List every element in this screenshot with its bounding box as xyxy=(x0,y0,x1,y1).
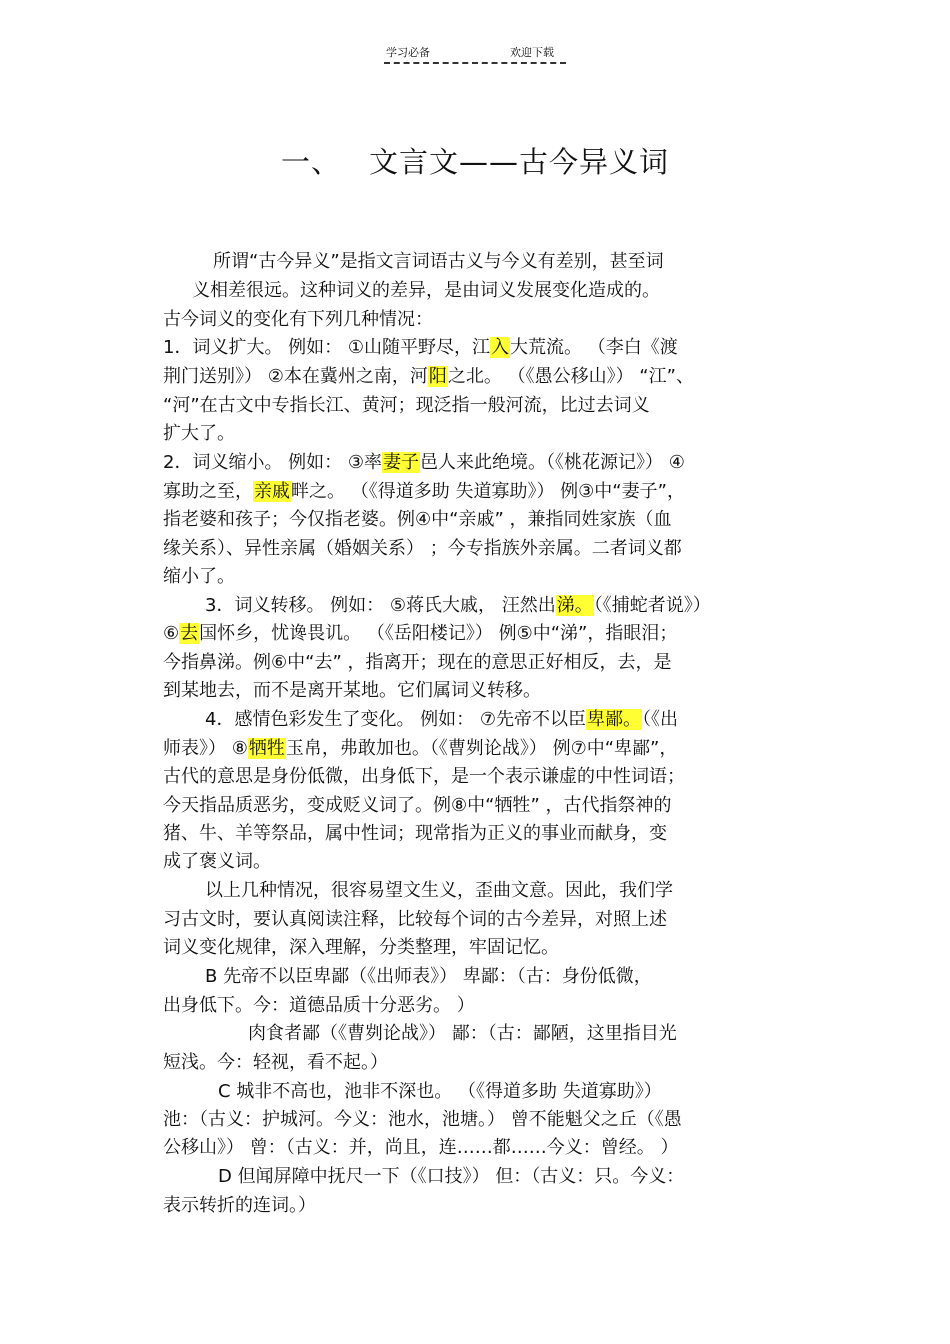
highlighted-word: 牺牲 xyxy=(248,738,285,759)
text-segment: 扩大了。 xyxy=(163,423,235,444)
text-line xyxy=(163,308,433,332)
text-line xyxy=(163,651,672,675)
text-line xyxy=(163,451,685,475)
text-segment: “河”在古文中专指长江、黄河；现泛指一般河流，比过去词义 xyxy=(163,395,650,416)
text-segment: 4．感情色彩发生了变化。 例如： ⑦先帝不以臣 xyxy=(205,709,587,730)
text-segment: 1．词义扩大。 例如： ①山随平野尽，江 xyxy=(163,337,491,358)
text-line xyxy=(163,422,235,446)
text-segment: 表示转折的连词。） xyxy=(163,1195,316,1216)
text-segment: （《出 xyxy=(642,709,679,730)
text-segment: 国怀乡，忧谗畏讥。 （《岳阳楼记》） 例⑤中“涕”，指眼泪； xyxy=(199,623,678,644)
highlighted-word: 妻子 xyxy=(383,452,420,473)
text-segment: 寡助之至， xyxy=(163,481,253,502)
text-line xyxy=(163,365,694,389)
text-line xyxy=(163,336,678,360)
text-line xyxy=(163,850,271,874)
text-segment: 到某地去，而不是离开某地。它们属词义转移。 xyxy=(163,680,541,701)
text-segment: 玉帛，弗敢加也。（《曹刿论战》） 例⑦中“卑鄙”， xyxy=(285,738,678,759)
text-segment: B 先帝不以臣卑鄙（《出师表》） 卑鄙：（古：身份低微， xyxy=(205,966,652,987)
text-line xyxy=(163,765,685,789)
text-line xyxy=(163,908,667,932)
text-line xyxy=(163,1051,388,1075)
text-line xyxy=(163,480,685,504)
header-left-text: 学习必备 xyxy=(386,46,430,59)
text-segment: 出身低下。今：道德品质十分恶劣。 ） xyxy=(163,995,475,1016)
text-line xyxy=(205,708,678,732)
text-line xyxy=(205,594,711,618)
text-segment: C 城非不高也，池非不深也。 （《得道多助 失道寡助》） xyxy=(218,1081,662,1102)
title-number: 一、 xyxy=(280,145,341,179)
text-line xyxy=(163,679,541,703)
text-line xyxy=(163,822,667,846)
text-line xyxy=(163,565,235,589)
text-segment: 3．词义转移。 例如： ⑤蒋氏大戚， 汪然出 xyxy=(205,595,556,616)
text-line xyxy=(163,794,672,818)
text-line xyxy=(163,994,475,1018)
text-line xyxy=(205,879,673,903)
text-segment: 荆门送别》） ②本在冀州之南，河 xyxy=(163,366,428,387)
text-line xyxy=(163,622,677,646)
text-segment: 所谓“古今异义”是指文言词语古义与今义有差别，甚至词 xyxy=(213,251,664,272)
text-line xyxy=(163,1136,678,1160)
text-segment: ⑥ xyxy=(163,623,180,644)
text-segment: D 但闻屏障中抚尺一下（《口技》） 但：（古义：只。今义： xyxy=(218,1166,685,1187)
text-segment: 古代的意思是身份低微，出身低下，是一个表示谦虚的中性词语； xyxy=(163,766,685,787)
text-segment: 古今词义的变化有下列几种情况： xyxy=(163,309,433,330)
page-header xyxy=(384,44,566,64)
text-segment: 以上几种情况，很容易望文生义，歪曲文意。因此，我们学 xyxy=(205,880,673,901)
text-line xyxy=(248,1022,677,1046)
text-segment: 缘关系）、异性亲属（婚姻关系） ；今专指族外亲属。二者词义都 xyxy=(163,538,682,559)
text-segment: 大荒流。 （李白《渡 xyxy=(510,337,678,358)
title-text: 文言文——古今异义词 xyxy=(369,145,670,179)
text-line xyxy=(205,965,652,989)
text-segment: 畔之。 （《得道多助 失道寡助》） 例③中“妻子”， xyxy=(291,481,685,502)
text-segment: 今天指品质恶劣，变成贬义词了。例⑧中“牺牲” ，古代指祭神的 xyxy=(163,795,672,816)
text-segment: 邑人来此绝境。（《桃花源记》） ④ xyxy=(420,452,685,473)
text-segment: 公移山》） 曾：（古义：并，尚且，连……都……今义：曾经。 ） xyxy=(163,1137,679,1158)
text-segment: 义相差很远。这种词义的差异，是由词义发展变化造成的。 xyxy=(192,280,660,301)
text-line xyxy=(192,279,660,303)
text-line xyxy=(163,537,682,561)
page-title xyxy=(0,140,950,181)
text-segment: 2．词义缩小。 例如： ③率 xyxy=(163,452,383,473)
text-line xyxy=(163,394,650,418)
text-segment: 习古文时，要认真阅读注释，比较每个词的古今差异，对照上述 xyxy=(163,909,667,930)
text-segment: 池：（古义：护城河。今义：池水，池塘。） 曾不能魁父之丘（《愚 xyxy=(163,1109,682,1130)
text-segment: 猪、牛、羊等祭品，属中性词；现常指为正义的事业而献身，变 xyxy=(163,823,667,844)
text-line xyxy=(163,936,559,960)
highlighted-word: 阳 xyxy=(428,366,447,387)
highlighted-word: 亲戚 xyxy=(254,481,290,502)
highlighted-word: 卑鄙。 xyxy=(587,709,642,730)
text-segment: （《捕蛇者说》） xyxy=(593,595,711,616)
text-segment: 今指鼻涕。例⑥中“去” ，指离开；现在的意思正好相反，去，是 xyxy=(163,652,672,673)
highlighted-word: 涕。 xyxy=(556,595,593,616)
text-line xyxy=(163,1194,316,1218)
text-line xyxy=(163,737,677,761)
text-segment: 短浅。今：轻视，看不起。） xyxy=(163,1052,388,1073)
text-line xyxy=(163,1108,682,1132)
highlighted-word: 去 xyxy=(180,623,199,644)
text-segment: 之北。 （《愚公移山》） “江”、 xyxy=(447,366,694,387)
text-line xyxy=(218,1165,684,1189)
text-segment: 指老婆和孩子；今仅指老婆。例④中“亲戚” ，兼指同姓家族（血 xyxy=(163,509,672,530)
header-right-text: 欢迎下载 xyxy=(510,46,554,59)
text-segment: 词义变化规律，深入理解，分类整理，牢固记忆。 xyxy=(163,937,559,958)
text-line xyxy=(213,250,664,274)
text-segment: 肉食者鄙（《曹刿论战》） 鄙：（古：鄙陋，这里指目光 xyxy=(248,1023,677,1044)
highlighted-word: 入 xyxy=(491,337,510,358)
text-segment: 成了褒义词。 xyxy=(163,851,271,872)
text-segment: 缩小了。 xyxy=(163,566,235,587)
text-segment: 师表》） ⑧ xyxy=(163,738,248,759)
text-line xyxy=(163,508,672,532)
text-line xyxy=(218,1080,662,1104)
